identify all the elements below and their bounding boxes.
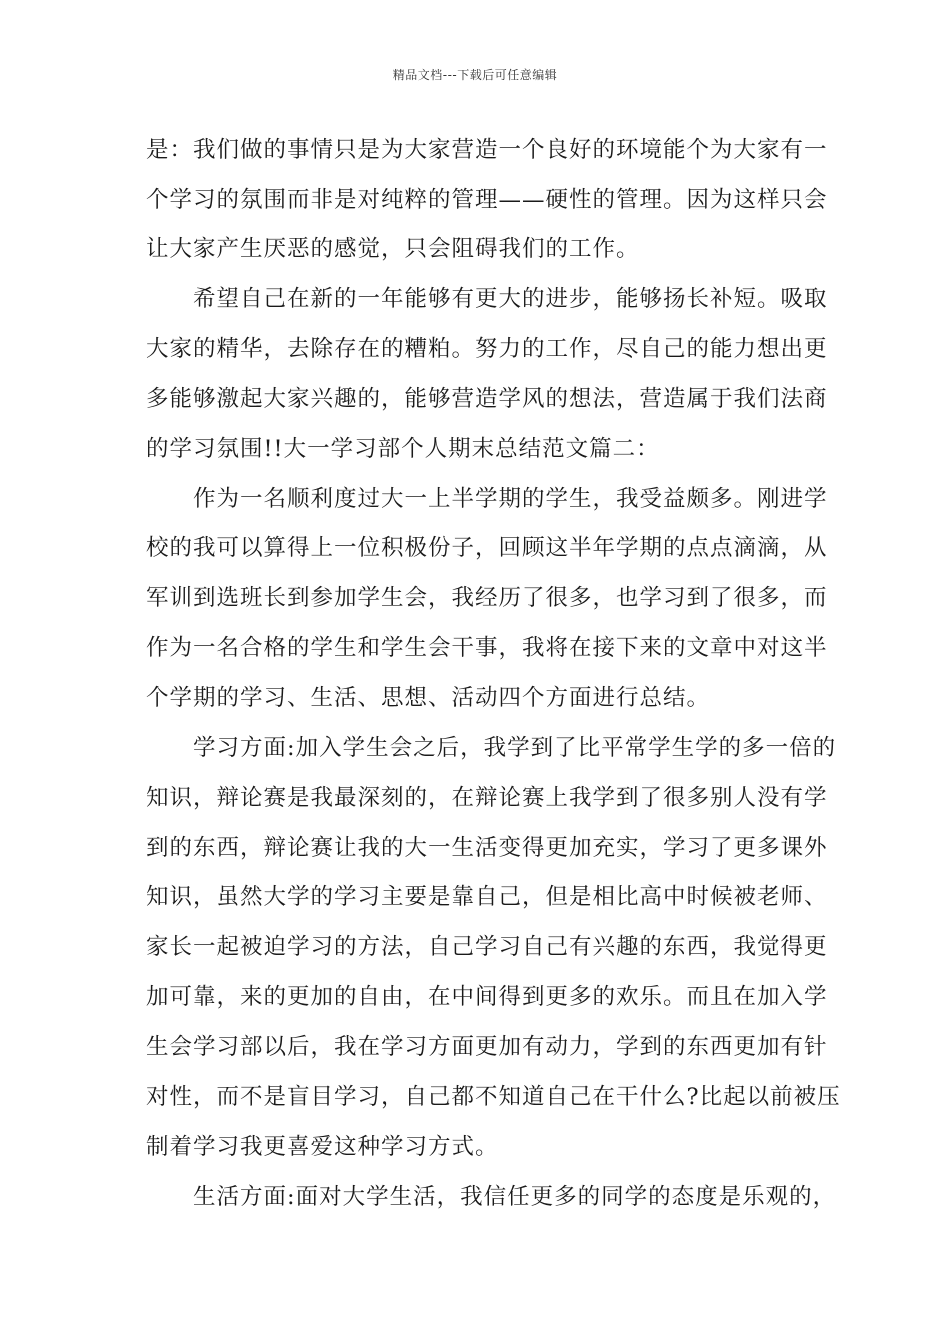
text-line: 加可靠，来的更加的自由，在中间得到更多的欢乐。而且在加入学 bbox=[146, 984, 828, 1010]
text-line: 知识，虽然大学的学习主要是靠自己，但是相比高中时候被老师、 bbox=[146, 884, 828, 910]
text-line: 大家的精华，去除存在的糟粕。努力的工作，尽自己的能力想出更 bbox=[146, 336, 828, 362]
text-line: 的学习氛围!!大一学习部个人期末总结范文篇二： bbox=[146, 436, 660, 462]
text-line: 校的我可以算得上一位积极份子，回顾这半年学期的点点滴滴，从 bbox=[146, 535, 828, 561]
text-line: 知识，辩论赛是我最深刻的，在辩论赛上我学到了很多别人没有学 bbox=[146, 785, 828, 811]
text-line: 制着学习我更喜爱这种学习方式。 bbox=[146, 1134, 499, 1160]
text-line: 到的东西，辩论赛让我的大一生活变得更加充实，学习了更多课外 bbox=[146, 835, 828, 861]
text-line: 多能够激起大家兴趣的，能够营造学风的想法，营造属于我们法商 bbox=[146, 386, 828, 412]
text-line: 家长一起被迫学习的方法，自己学习自己有兴趣的东西，我觉得更 bbox=[146, 934, 828, 960]
text-line: 让大家产生厌恶的感觉，只会阻碍我们的工作。 bbox=[146, 236, 640, 262]
text-line: 军训到选班长到参加学生会，我经历了很多，也学习到了很多，而 bbox=[146, 585, 828, 611]
text-line: 希望自己在新的一年能够有更大的进步，能够扬长补短。吸取 bbox=[146, 286, 828, 312]
text-line: 个学期的学习、生活、思想、活动四个方面进行总结。 bbox=[146, 685, 711, 711]
text-line: 个学习的氛围而非是对纯粹的管理——硬性的管理。因为这样只会 bbox=[146, 187, 828, 213]
text-line: 生活方面:面对大学生活，我信任更多的同学的态度是乐观的， bbox=[146, 1184, 837, 1210]
text-line: 生会学习部以后，我在学习方面更加有动力，学到的东西更加有针 bbox=[146, 1034, 828, 1060]
page-header: 精品文档---下载后可任意编辑 bbox=[392, 68, 558, 82]
text-line: 学习方面:加入学生会之后，我学到了比平常学生学的多一倍的 bbox=[146, 735, 837, 761]
text-line: 作为一名顺利度过大一上半学期的学生，我受益颇多。刚进学 bbox=[146, 486, 828, 512]
text-line: 是：我们做的事情只是为大家营造一个良好的环境能个为大家有一 bbox=[146, 137, 828, 163]
text-line: 对性，而不是盲目学习，自己都不知道自己在干什么?比起以前被压 bbox=[146, 1084, 841, 1110]
text-line: 作为一名合格的学生和学生会干事，我将在接下来的文章中对这半 bbox=[146, 635, 828, 661]
